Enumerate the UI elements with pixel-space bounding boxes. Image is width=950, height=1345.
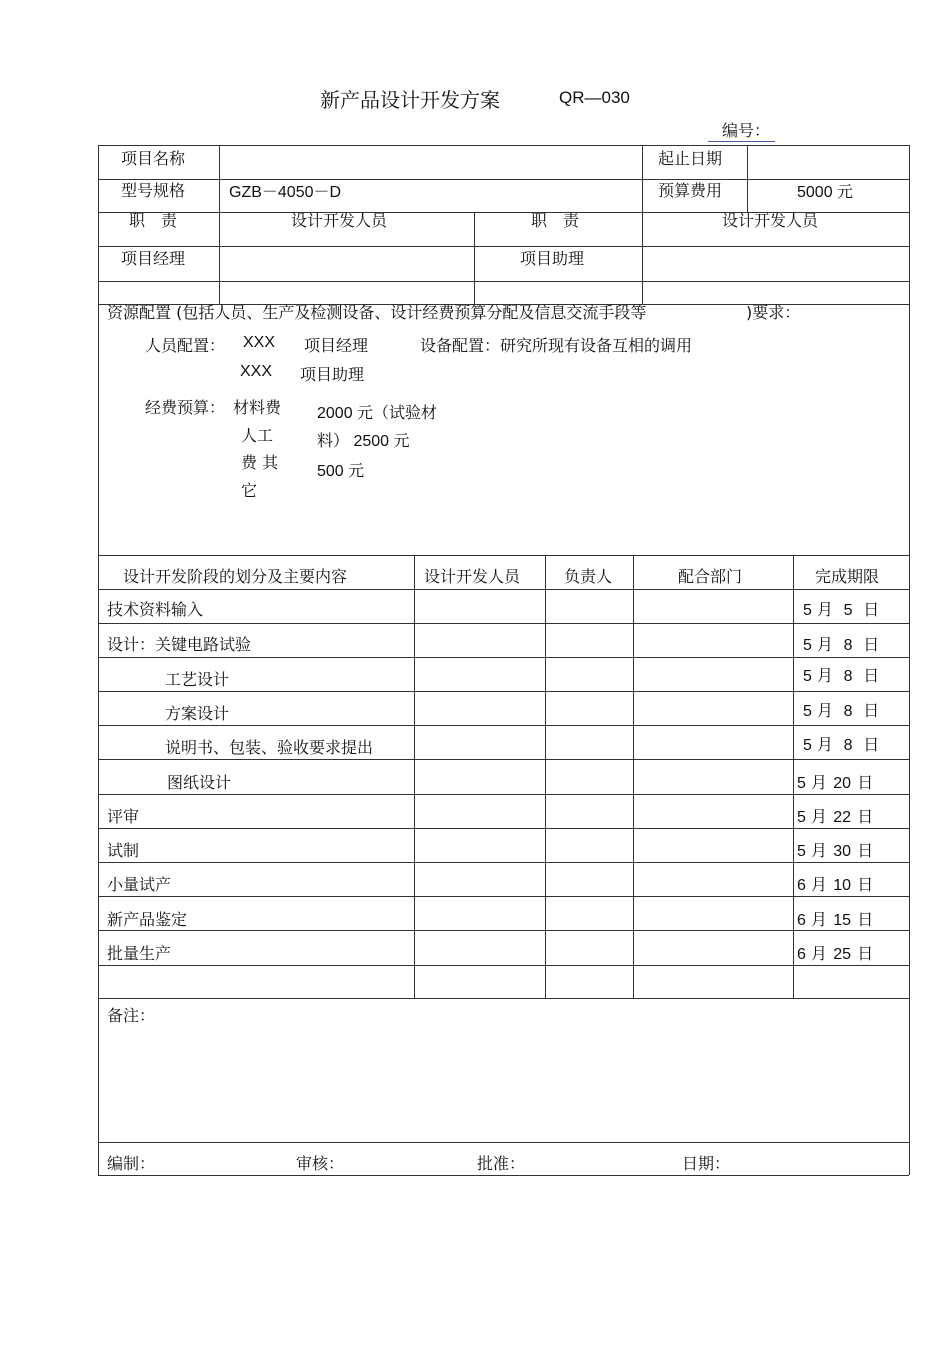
col-header-content: 设计开发阶段的划分及主要内容	[123, 567, 348, 586]
staff-2-name: XXX	[240, 363, 273, 380]
stage-content: 评审	[107, 807, 140, 826]
remarks-label: 备注：	[107, 1006, 156, 1025]
project-name-label: 项目名称	[121, 149, 186, 168]
approved-by-label: 批准：	[477, 1154, 526, 1173]
document-title: 新产品设计开发方案	[320, 88, 500, 112]
stage-content: 图纸设计	[167, 773, 232, 792]
stage-deadline: 6 月 25 日	[797, 944, 874, 963]
budget-right-2: 料） 2500 元	[317, 433, 410, 450]
budget-left-2: 人工	[241, 426, 274, 445]
budget-left-1: 材料费	[233, 398, 282, 417]
stage-content: 小量试产	[107, 875, 172, 894]
staff-label: 人员配置：	[145, 336, 226, 355]
project-assistant-label: 项目助理	[520, 249, 585, 268]
equipment-text: 设备配置：研究所现有设备互相的调用	[420, 336, 693, 355]
stage-content: 工艺设计	[165, 670, 230, 689]
budget-label: 预算费用	[658, 181, 723, 200]
budget-breakdown-label: 经费预算：	[145, 398, 226, 417]
stage-deadline: 5 月 30 日	[797, 841, 874, 860]
resources-heading: 资源配置 (包括人员、生产及检测设备、设计经费预算分配及信息交流手段等	[107, 303, 647, 322]
developer-label-2: 设计开发人员	[722, 211, 819, 230]
stage-content: 试制	[107, 841, 140, 860]
developer-label-1: 设计开发人员	[291, 211, 388, 230]
start-end-date-label: 起止日期	[658, 149, 723, 168]
project-manager-label: 项目经理	[121, 249, 186, 268]
stage-deadline: 5 月 8 日	[803, 735, 880, 754]
prepared-by-label: 编制：	[107, 1154, 156, 1173]
serial-number-underline	[708, 141, 775, 142]
staff-1-name: XXX	[243, 334, 276, 351]
col-header-department: 配合部门	[678, 567, 743, 586]
stage-deadline: 5 月 20 日	[797, 773, 874, 792]
col-header-developers: 设计开发人员	[424, 567, 521, 586]
stage-content: 批量生产	[107, 944, 172, 963]
stage-deadline: 5 月 22 日	[797, 807, 874, 826]
budget-right-1: 2000 元（试验材	[317, 405, 438, 422]
stage-deadline: 5 月 8 日	[803, 635, 880, 654]
budget-left-4: 它	[241, 481, 258, 500]
stage-content: 设计：关键电路试验	[107, 635, 252, 654]
form-code: QR—030	[559, 88, 630, 107]
stage-deadline: 5 月 8 日	[803, 666, 880, 685]
col-header-deadline: 完成期限	[815, 567, 880, 586]
stage-content: 技术资料输入	[107, 600, 204, 619]
stage-deadline: 6 月 15 日	[797, 910, 874, 929]
staff-1-role: 项目经理	[304, 336, 369, 355]
budget-value: 5000 元	[797, 184, 854, 201]
stage-deadline: 6 月 10 日	[797, 875, 874, 894]
duty-label-2: 职 责	[531, 211, 580, 230]
duty-label-1: 职 责	[129, 211, 178, 230]
model-label: 型号规格	[121, 181, 186, 200]
stage-deadline: 5 月 8 日	[803, 701, 880, 720]
date-label: 日期：	[682, 1154, 731, 1173]
serial-number-label: 编号：	[722, 121, 771, 140]
stage-deadline: 5 月 5 日	[803, 600, 880, 619]
resources-heading-suffix: )要求：	[746, 303, 801, 322]
budget-left-3: 费 其	[241, 453, 279, 472]
model-value: GZB－4050－D	[229, 184, 342, 201]
stage-content: 说明书、包装、验收要求提出	[165, 738, 374, 757]
stage-content: 方案设计	[165, 704, 230, 723]
stage-content: 新产品鉴定	[107, 910, 188, 929]
col-header-owner: 负责人	[564, 567, 613, 586]
budget-right-3: 500 元	[317, 463, 365, 480]
reviewed-by-label: 审核：	[296, 1154, 345, 1173]
staff-2-role: 项目助理	[300, 365, 365, 384]
